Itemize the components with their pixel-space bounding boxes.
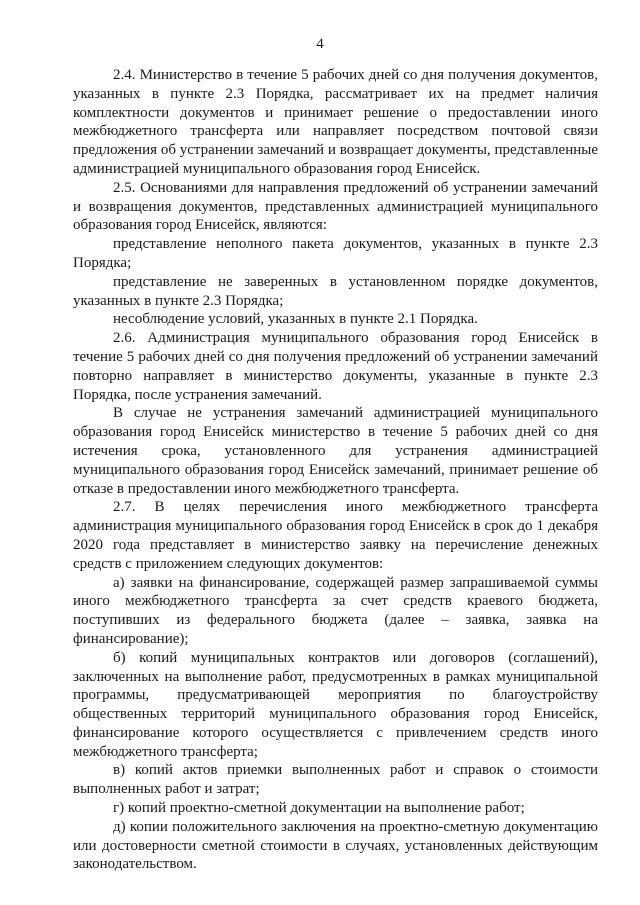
paragraph-uncertified-documents: представление не заверенных в установленном порядке документов, указанных в пункте 2.3 Порядка; [73,273,598,309]
list-item-d: д) копии положительного заключения на проектно-сметную документацию или достоверности сметной стоимости в случаях, установленных действующим законодательством. [73,818,598,873]
paragraph-2-7: 2.7. В целях перечисления иного межбюджетного трансферта администрация муниципального образования город Енисейск в срок до 1 декабря 2020 года представляет в министерство заявку на перечисление денежных средств с приложением следующих документов: [73,499,598,572]
paragraph-2-4: 2.4. Министерство в течение 5 рабочих дней со дня получения документов, указанных в пункте 2.3 Порядка, рассматривает их на предмет наличия комплектности документов и принимает решение о предоставлении иного межбюджетного трансферта или направляет посредством почтовой связи предложения об устранении замечаний и возвращает документы, представленные администрацией муниципального образования город Енисейск. [73,67,598,177]
list-item-v: в) копий актов приемки выполненных работ и справок о стоимости выполненных работ и затрат; [73,762,598,798]
list-item-b: б) копий муниципальных контрактов или договоров (соглашений), заключенных на выполнение работ, предусмотренных в рамках муниципальной программы, предусматривающей мероприятия по благоустройству общественных территорий муниципального образования город Енисейск, финансирование которого осуществляется с привлечением средств иного межбюджетного трансферта; [73,649,598,760]
paragraph-non-compliance: несоблюдение условий, указанных в пункте 2.1 Порядка. [113,311,478,328]
paragraph-2-5: 2.5. Основаниями для направления предложений об устранении замечаний и возвращения документов, представленных администрацией муниципального образования город Енисейск, являются: [73,179,598,234]
list-item-a: а) заявки на финансирование, содержащей размер запрашиваемой суммы иного межбюджетного трансферта за счет средств краевого бюджета, поступивших из федерального бюджета (далее – заявка, заявка на финансирование); [73,574,598,647]
paragraph-refusal: В случае не устранения замечаний администрацией муниципального образования город Енисейск министерство в течение 5 рабочих дней со дня истечения срока, установленного для устранения администрацией муниципального образования город Енисейск замечаний, принимает решение об отказе в предоставлении иного межбюджетного трансферта. [73,405,598,497]
page-number: 4 [316,36,324,52]
list-item-g: г) копий проектно-сметной документации на выполнение работ; [113,800,525,817]
paragraph-2-6: 2.6. Администрация муниципального образования город Енисейск в течение 5 рабочих дней со дня получения предложений об устранении замечаний повторно направляет в министерство документы, указанные в пункте 2.3 Порядка, после устранения замечаний. [73,330,598,403]
document-body [73,66,598,874]
paragraph-incomplete-package: представление неполного пакета документов, указанных в пункте 2.3 Порядка; [73,236,598,271]
